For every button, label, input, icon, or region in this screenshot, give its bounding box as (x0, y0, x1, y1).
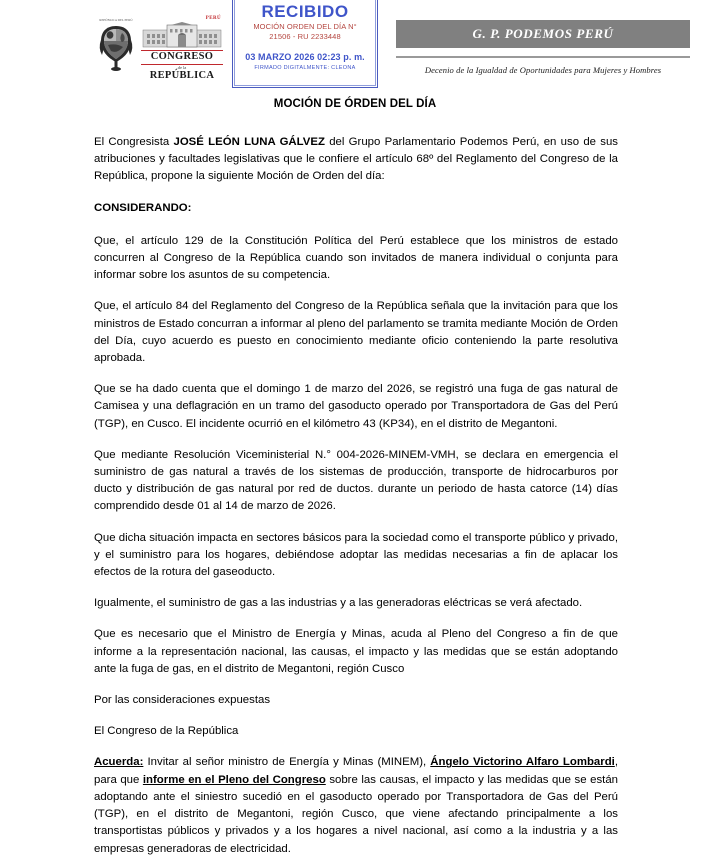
party-divider (396, 56, 690, 58)
republica-label: REPÚBLICA (149, 70, 215, 81)
stamp-signer: FIRMADO DIGITALMENTE: CLEONA (254, 65, 356, 71)
considerando-paragraph-6: Igualmente, el suministro de gas a las industrias y a las generadoras eléctricas se verá afectado. (94, 597, 583, 610)
minister-name: Ángelo Victorino Alfaro Lombardi (430, 756, 615, 769)
congress-label: CONGRESO (150, 51, 214, 62)
considerando-paragraph-2: Que, el artículo 84 del Reglamento del Congreso de la República señala que la invitación para que los ministros de Estado concurran a informar al pleno del parlamento se tramita mediante Moción de Orden del Día, cuyo acuerdo es puesto en conocimiento mediante oficio conteniendo la parte resolutiva aprobada. (94, 300, 618, 365)
page-title: MOCIÓN DE ÓRDEN DEL DÍA (273, 98, 437, 110)
considerando-paragraph-4: Que mediante Resolución Viceministerial N.° 004-2026-MINEM-VMH, se declara en emergencia el suministro de gas natural a través de los sistemas de producción, transporte de hidrocarburos por ducto y distribución de gas natural por red de ductos. durante un periodo de hasta catorce (14) días comprendido desde 01 al 14 de marzo de 2026. (94, 448, 618, 513)
party-slogan: Decenio de la Igualdad de Oportunidades para Mujeres y Hombres (424, 65, 662, 75)
resolution-text-1: Invitar al señor ministro de Energía y Minas (MINEM), (143, 756, 431, 769)
stamp-date: 03 MARZO 2026 02:23 p. m. (245, 52, 365, 62)
congress-logo (95, 14, 225, 81)
intro-part2: del Grupo Parlamentario Podemos Perú, en uso de sus atribuciones y facultades legislativas que le confiere el artículo 68º del Reglamento del Congreso de la República, propone la siguiente Moción de Orden del día: (94, 136, 618, 183)
congressman-name: JOSÉ LEÓN LUNA GÁLVEZ (173, 136, 325, 148)
intro-paragraph (94, 134, 618, 186)
received-stamp (232, 0, 378, 88)
party-banner: G. P. PODEMOS PERÚ (396, 20, 690, 48)
closing-line-1: Por las consideraciones expuestas (94, 694, 271, 707)
stamp-number: 21506 - RU 2233448 (269, 32, 341, 41)
stamp-title: RECIBIDO (261, 2, 349, 21)
congress-connector-label: de la (177, 65, 187, 70)
resolution-text-2: , para que (94, 756, 618, 786)
closing-line-2: El Congreso de la República (94, 725, 239, 738)
party-header-block (396, 20, 690, 75)
peru-tag-label: PERÚ (205, 16, 221, 21)
considerando-paragraph-3: Que se ha dado cuenta que el domingo 1 de marzo del 2026, se registró una fuga de gas natural de Camisea y una deflagración en un tramo del gasoducto operado por Transportadora de Gas del Perú (TGP), en Cusco. El incidente ocurrió en el kilómetro 43 (KP34), en el distrito de Megantoni. (94, 383, 618, 430)
resolution-text-3: sobre las causas, el impacto y las medidas que se están adoptando ante el siniestro sucedió en el gasoducto operado por Transportadora de Gas del Perú (TGP), en el distrito de Megantoni, región Cusco, que viene afectando principalmente a los transportistas públicos y privados y a los hogares a nivel nacional, así como a la industria y a las empresas generadoras de electricidad. (94, 773, 618, 855)
acuerda-label: Acuerda: (94, 756, 144, 769)
document-body (0, 134, 710, 858)
peru-coat-of-arms-icon (95, 14, 137, 72)
document-header (0, 0, 710, 92)
considerando-heading: CONSIDERANDO: (94, 201, 192, 214)
congress-building-icon (141, 22, 223, 49)
stamp-subtitle: MOCIÓN ORDEN DEL DÍA N° (253, 22, 357, 31)
considerando-paragraph-7: Que es necesario que el Ministro de Energía y Minas, acuda al Pleno del Congreso a fin de que informe a la representación nacional, las causas, el impacto y las medidas que se están adoptando ante la fuga de gas, en el distrito de Megantoni, región Cusco (94, 628, 618, 675)
svg-text:REPÚBLICA DEL PERÚ: REPÚBLICA DEL PERÚ (99, 18, 133, 22)
considerando-paragraph-1: Que, el artículo 129 de la Constitución Política del Perú establece que los ministros de estado concurren al Congreso de la República cuando son invitados de manera individual o conjunta para informar sobre los asuntos de su competencia. (94, 234, 618, 282)
intro-part1: El Congresista (94, 136, 174, 148)
resolution-action: informe en el Pleno del Congreso (142, 773, 326, 786)
resolution-paragraph (94, 754, 618, 857)
considerando-paragraph-5: Que dicha situación impacta en sectores básicos para la sociedad como el transporte público y privado, y el suministro para los hogares, debiéndose adoptar las medidas necesarias a fin de aplacar los efectos de la rotura del gaseoducto. (94, 531, 618, 579)
congress-wordmark (141, 14, 223, 82)
